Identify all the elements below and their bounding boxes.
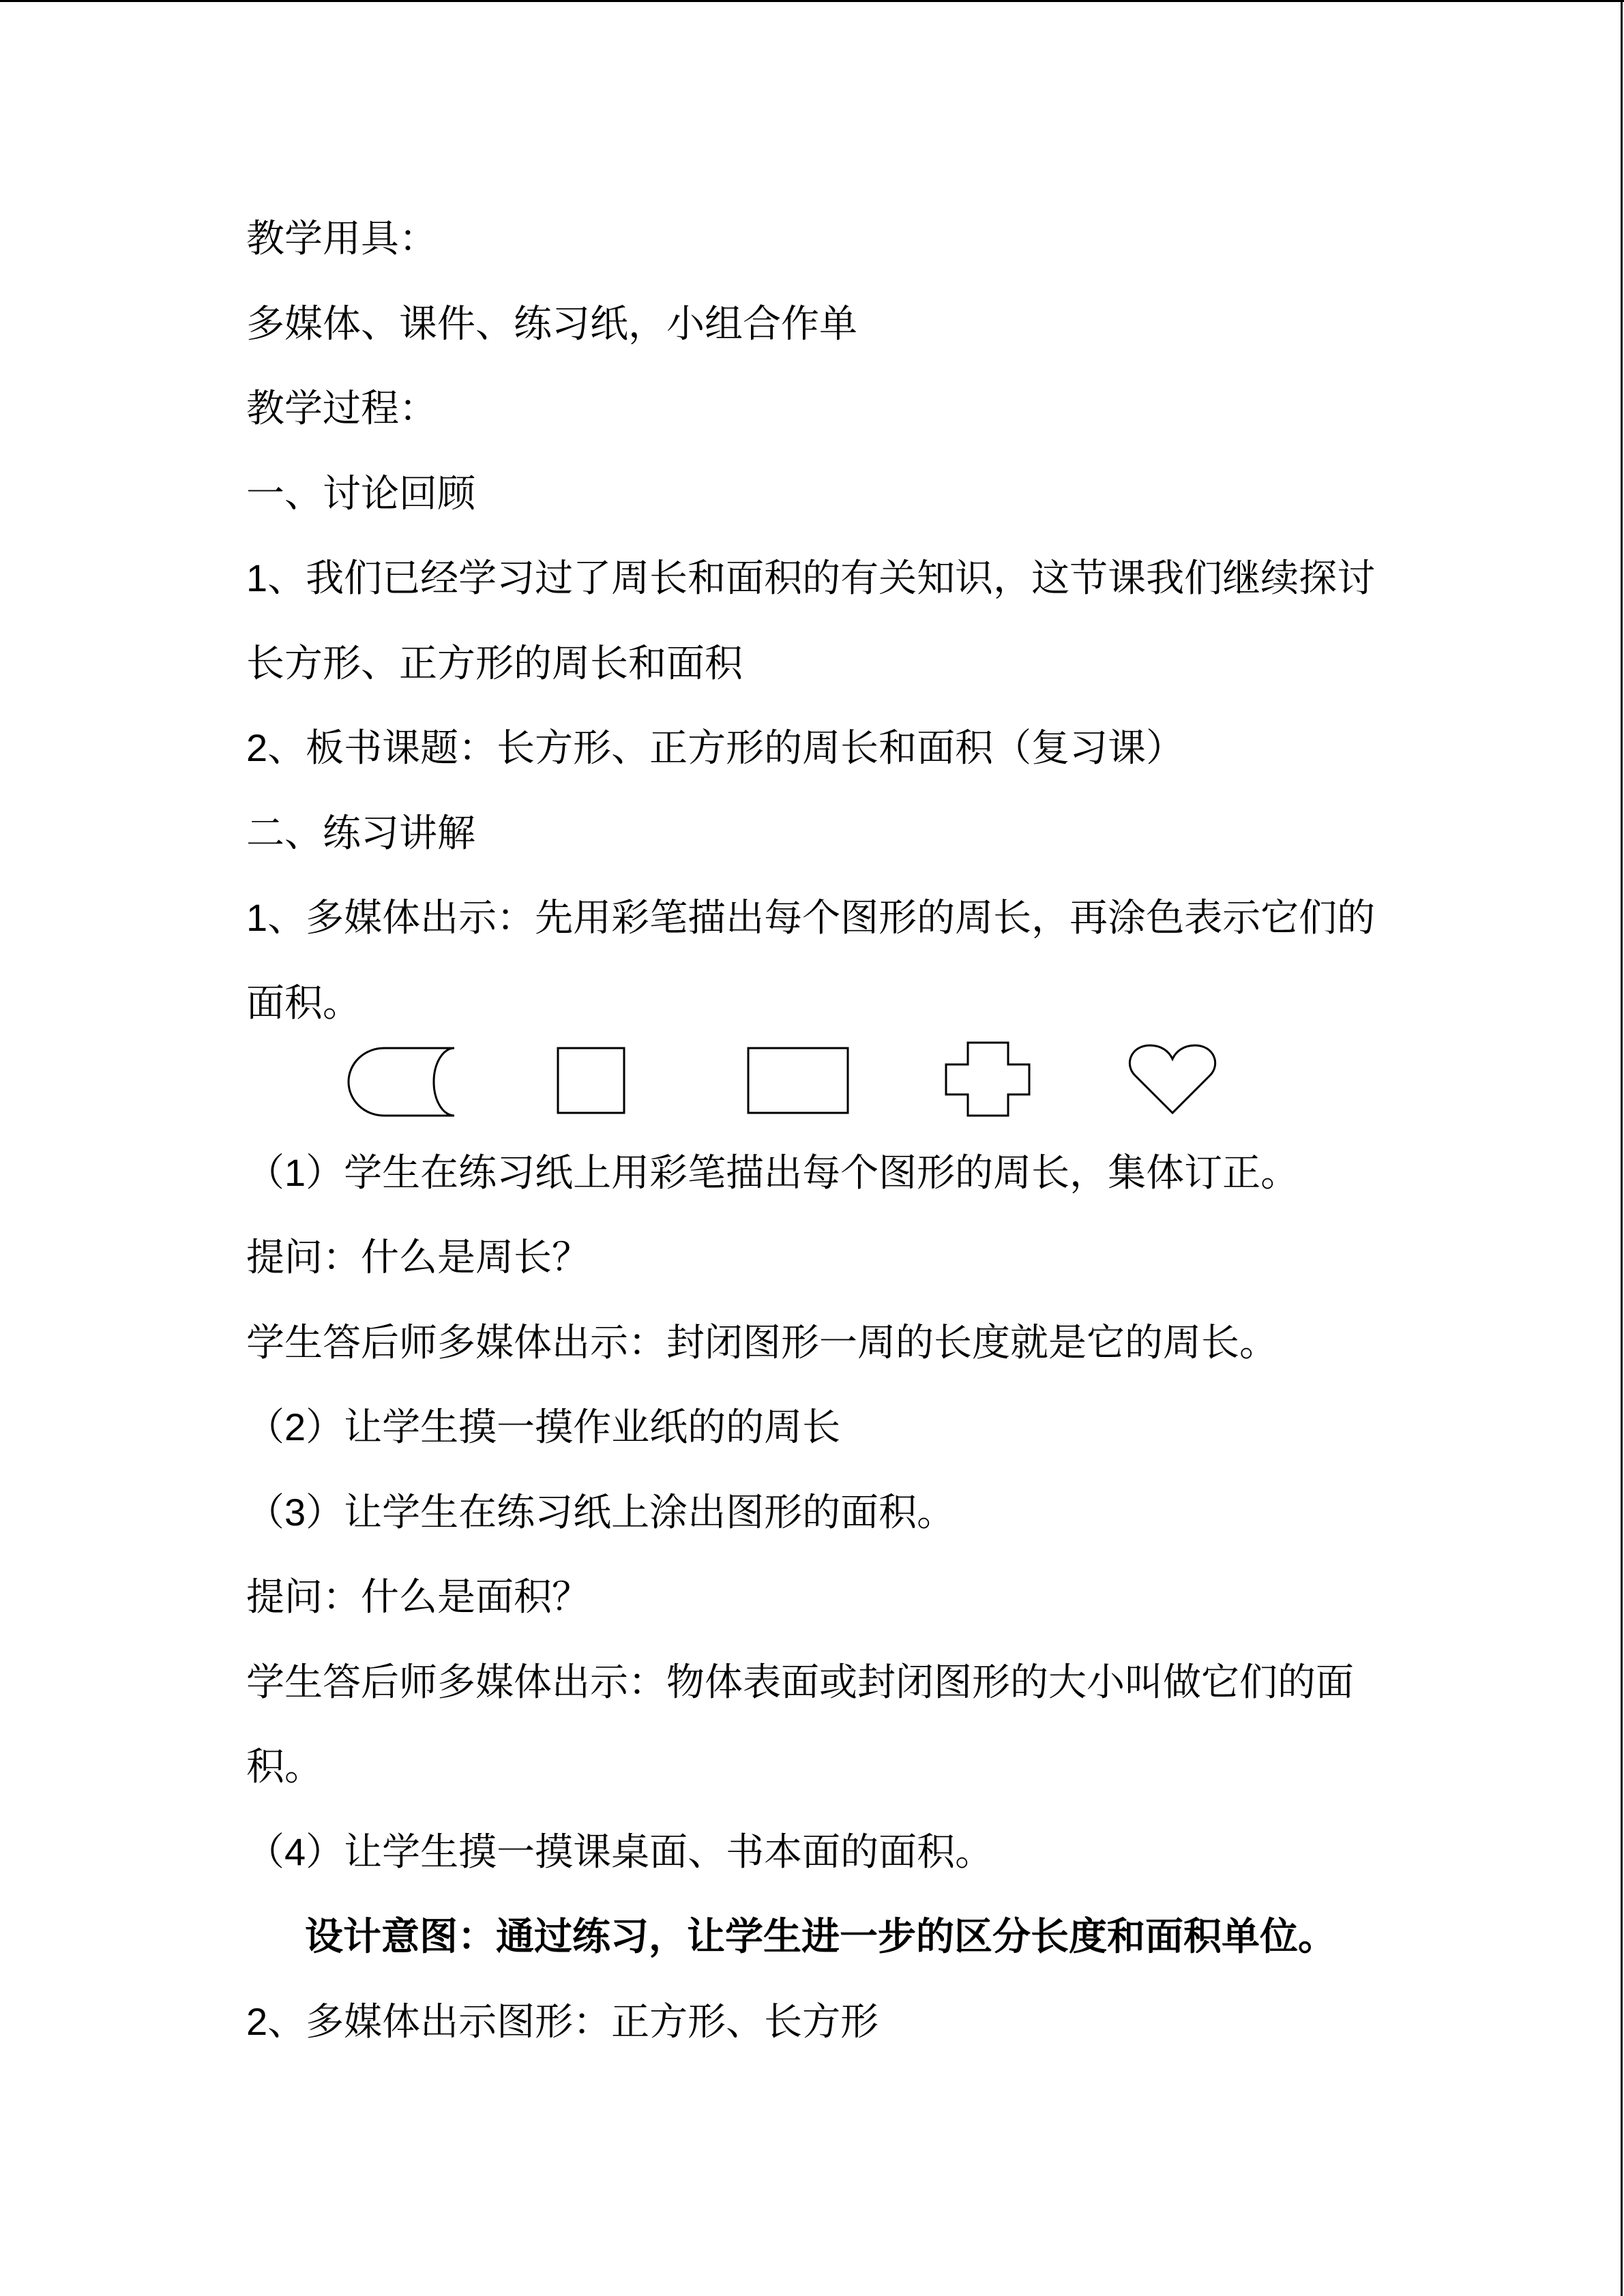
page-top-border [0, 0, 1624, 2]
section-heading-review: 一、讨论回顾 [246, 471, 475, 515]
cross-shape [946, 1043, 1029, 1116]
question-area: 提问：什么是面积？ [246, 1575, 590, 1618]
stored-data-shape [349, 1048, 454, 1116]
document-body [246, 196, 1604, 2064]
question-perimeter: 提问：什么是周长？ [246, 1236, 590, 1279]
step-1: （1）学生在练习纸上用彩笔描出每个图形的周长，集体订正。 [246, 1150, 1299, 1194]
paragraph-line: 2、板书课题：长方形、正方形的周长和面积（复习课） [246, 726, 1185, 769]
answer-area: 学生答后师多媒体出示：物体表面或封闭图形的大小叫做它们的面 [246, 1660, 1354, 1703]
heart-shape [1130, 1045, 1215, 1113]
paragraph-line: 1、多媒体出示：先用彩笔描出每个图形的周长，再涂色表示它们的 [246, 896, 1376, 939]
step-3: （3）让学生在练习纸上涂出图形的面积。 [246, 1490, 956, 1534]
rectangle-shape [748, 1048, 848, 1113]
paragraph-line: 面积。 [246, 981, 361, 1024]
teaching-tools-heading: 教学用具： [246, 217, 437, 260]
step-2: （2）让学生摸一摸作业纸的的周长 [246, 1405, 841, 1448]
shapes-figure [0, 1037, 1624, 1125]
page-right-border [1621, 0, 1623, 2296]
paragraph-line: 2、多媒体出示图形：正方形、长方形 [246, 1999, 879, 2043]
paragraph-line: 1、我们已经学习过了周长和面积的有关知识，这节课我们继续探讨 [246, 556, 1376, 599]
answer-perimeter: 学生答后师多媒体出示：封闭图形一周的长度就是它的周长。 [246, 1320, 1278, 1364]
section-heading-exercise: 二、练习讲解 [246, 811, 475, 854]
step-4: （4）让学生摸一摸课桌面、书本面的面积。 [246, 1830, 994, 1873]
square-shape [558, 1048, 624, 1113]
teaching-process-heading: 教学过程： [246, 387, 437, 430]
design-intent: 设计意图：通过练习，让学生进一步的区分长度和面积单位。 [305, 1915, 1336, 1958]
paragraph-line: 长方形、正方形的周长和面积 [246, 641, 743, 685]
teaching-tools-text: 多媒体、课件、练习纸，小组合作单 [246, 301, 857, 345]
answer-area: 积。 [246, 1745, 323, 1788]
